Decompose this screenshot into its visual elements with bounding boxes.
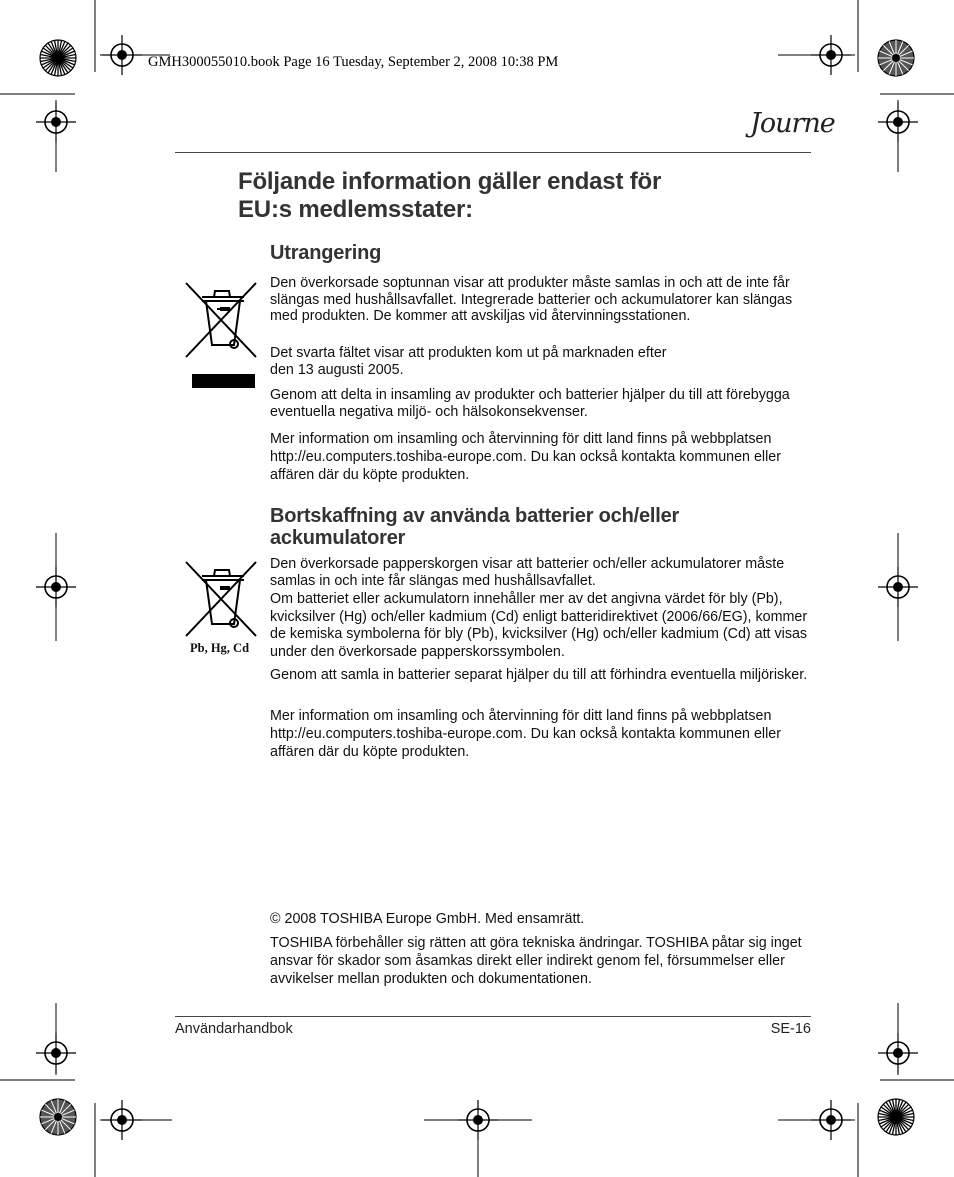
disposal-p1: Den överkorsade soptunnan visar att produkter måste samlas in och att de inte får slängas med hushållsavfallet. Integrerade batterier och ackumulatorer kan slängas med produkten. De kommer att avskiljas vid återvinningsstationen.	[270, 275, 793, 324]
chemical-symbols-caption: Pb, Hg, Cd	[190, 641, 250, 655]
disposal-p2-line2: den 13 augusti 2005.	[270, 361, 404, 378]
market-date-bar	[192, 374, 255, 388]
page-number: SE-16	[770, 1021, 811, 1037]
footer-manual-name: Användarhandbok	[175, 1021, 293, 1037]
footer-rule	[175, 1016, 811, 1017]
page-title-line2: EU:s medlemsstater:	[238, 196, 473, 223]
copyright-notice: © 2008 TOSHIBA Europe GmbH. Med ensamrätt.	[270, 911, 585, 927]
disclaimer: TOSHIBA förbehåller sig rätten att göra tekniska ändringar. TOSHIBA påtar sig inget ansvar för skador som åsamkas direkt eller indirekt genom fel, försummelser eller avvikelser mellan produkten och dokumentationen.	[270, 935, 802, 987]
page-title-line1: Följande information gäller endast för	[238, 168, 662, 195]
batteries-p3: Genom att samla in batterier separat hjälper du till att förhindra eventuella miljörisker.	[270, 667, 808, 683]
crossed-bin-icon	[184, 281, 260, 361]
book-slug: GMH300055010.book Page 16 Tuesday, September 2, 2008 10:38 PM	[148, 54, 559, 70]
disposal-p2-line1: Det svarta fältet visar att produkten kom ut på marknaden efter	[270, 345, 667, 361]
batteries-p1: Den överkorsade papperskorgen visar att batterier och/eller ackumulatorer måste samlas in och inte får slängas med hushållsavfallet.	[270, 556, 785, 589]
batteries-p2: Om batteriet eller ackumulatorn innehåller mer av det angivna värdet för bly (Pb), kvicksilver (Hg) och/eller kadmium (Cd) enligt batteridirektivet (2006/66/EG), kommer de kemiska symbolerna för bly (Pb), kvicksilver (Hg) och/eller kadmium (Cd) att visas under den överkorsade papperskorssymbolen.	[270, 591, 808, 660]
disposal-p4: Mer information om insamling och återvinning för ditt land finns på webbplatsen http://eu.computers.toshiba-europe.com. Du kan också kontakta kommunen eller affären där du köpte produkten.	[270, 431, 781, 483]
section-heading-batteries: Bortskaffning av använda batterier och/eller ackumulatorer	[270, 505, 680, 549]
page-title	[238, 168, 718, 224]
disposal-p2	[270, 345, 740, 378]
brand-logo: Journe	[750, 108, 835, 139]
disposal-p3: Genom att delta in insamling av produkter och batterier hjälper du till att förebygga eventuella negativa miljö- och hälsokonsekvenser.	[270, 387, 790, 420]
batteries-p4: Mer information om insamling och återvinning för ditt land finns på webbplatsen http://eu.computers.toshiba-europe.com. Du kan också kontakta kommunen eller affären där du köpte produkten.	[270, 708, 781, 760]
crossed-bin-battery-icon	[184, 560, 260, 640]
section-heading-disposal: Utrangering	[270, 242, 382, 264]
header-rule	[175, 152, 811, 153]
